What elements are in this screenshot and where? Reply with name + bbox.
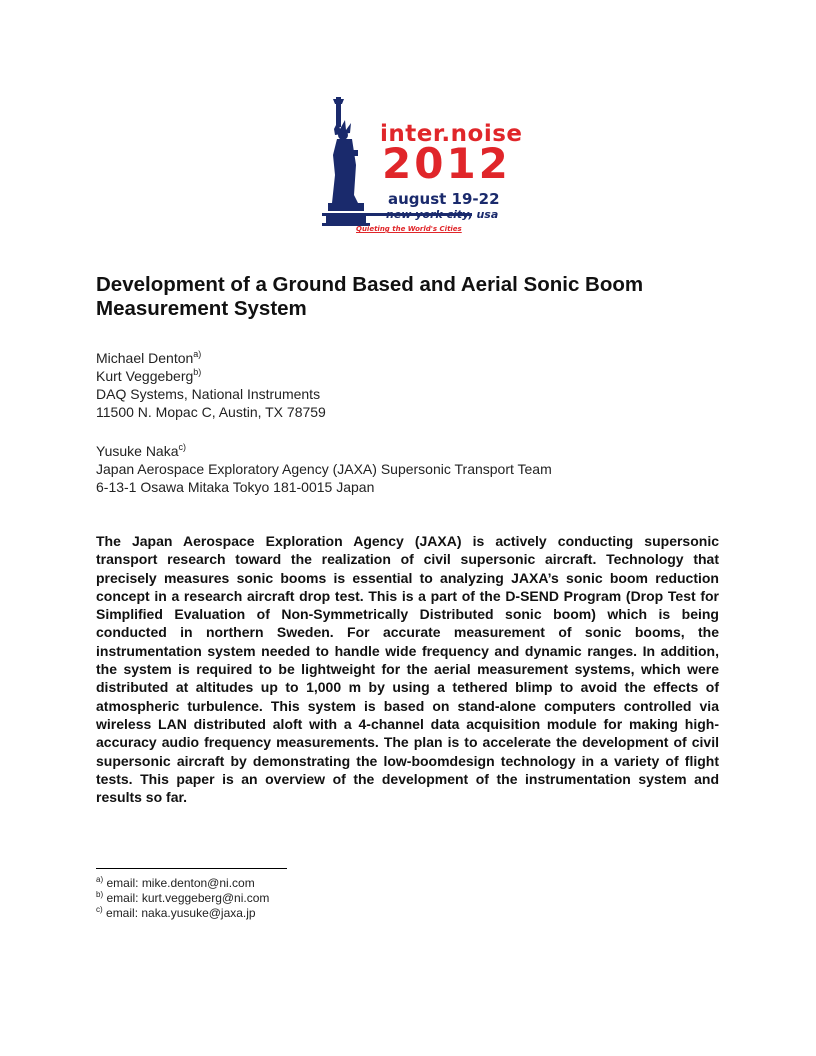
footnote-email: email: naka.yusuke@jaxa.jp xyxy=(106,906,256,920)
footnote-mark: a) xyxy=(96,875,104,884)
affiliation-address: 11500 N. Mopac C, Austin, TX 78759 xyxy=(96,404,326,420)
author-mark: b) xyxy=(193,367,202,377)
author-line xyxy=(96,349,326,367)
footnote xyxy=(96,876,269,891)
footnote-email: email: mike.denton@ni.com xyxy=(106,876,255,890)
logo-wordmark: inter.noise xyxy=(380,121,523,147)
logo-city: new york city, usa xyxy=(386,208,499,221)
footnote-email: email: kurt.veggeberg@ni.com xyxy=(106,891,270,905)
logo-tagline: Quieting the World's Cities xyxy=(356,225,462,233)
paper-title: Development of a Ground Based and Aerial Sonic Boom Measurement System xyxy=(96,273,644,320)
logo-year: 2012 xyxy=(382,139,511,188)
author-block-jaxa xyxy=(96,442,552,496)
affiliation-address: 6-13-1 Osawa Mitaka Tokyo 181-0015 Japan xyxy=(96,479,375,495)
author-block-ni xyxy=(96,349,326,421)
affiliation-org: DAQ Systems, National Instruments xyxy=(96,386,321,402)
author-name: Yusuke Naka xyxy=(96,443,179,459)
affiliation-org: Japan Aerospace Exploratory Agency (JAXA) Supersonic Transport Team xyxy=(96,461,552,477)
logo-dates: august 19-22 xyxy=(388,190,500,208)
abstract: The Japan Aerospace Exploration Agency (JAXA) is actively conducting supersonic transport research toward the realization of civil supersonic aircraft. Technology that precisely measures sonic booms is essential to analyzing JAXA’s sonic boom reduction concept in a research aircraft drop test. This is a part of the D-SEND Program (Drop Test for Simplified Evaluation of Non-Symmetrically Distributed sonic boom) which is being conducted in northern Sweden. For accurate measurement of sonic booms, the instrumentation system needed to handle wide frequency and dynamic ranges. In addition, the system is required to be lightweight for the aerial measurement systems, which were distributed at altitudes up to 1,000 m by using a tethered blimp to avoid the effects of atmospheric turbulence. This system is based on stand-alone computers controlled via wireless LAN distributed aloft with a 4-channel data acquisition module for making high-accuracy audio frequency measurements. The plan is to accelerate the development of civil supersonic aircraft by demonstrating the low-boomdesign technology in a variety of flight tests. This paper is an overview of the development of the instrumentation system and results so far. xyxy=(96,533,719,806)
footnote-divider xyxy=(96,868,287,869)
author-mark: c) xyxy=(178,442,186,452)
author-name: Michael Denton xyxy=(96,350,194,366)
footnote xyxy=(96,906,269,921)
footnote-mark: c) xyxy=(96,905,103,914)
footnotes xyxy=(96,876,269,921)
author-line xyxy=(96,367,326,385)
footnote-mark: b) xyxy=(96,890,104,899)
conference-logo xyxy=(320,95,523,245)
author-line xyxy=(96,442,552,460)
author-name: Kurt Veggeberg xyxy=(96,368,194,384)
footnote xyxy=(96,891,269,906)
author-mark: a) xyxy=(193,349,202,359)
